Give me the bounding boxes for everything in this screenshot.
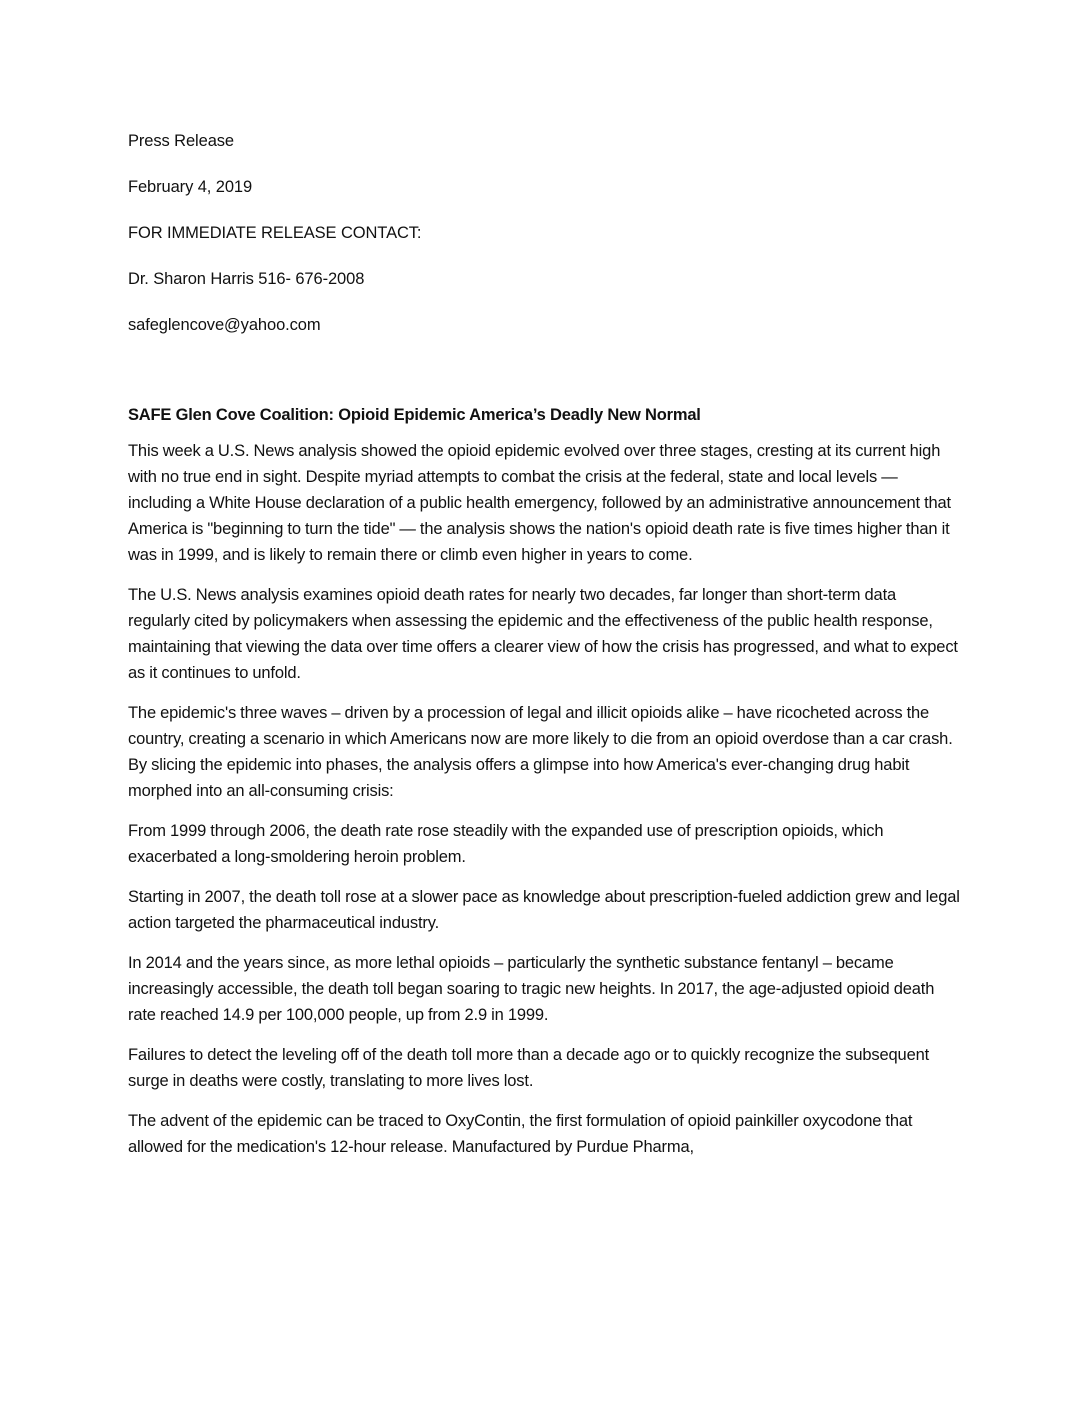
body-paragraph: Starting in 2007, the death toll rose at a slower pace as knowledge about prescription-fueled addiction grew and legal action targeted the pharmaceutical industry. (128, 888, 960, 932)
header-spacer (128, 358, 960, 402)
body-paragraph: Failures to detect the leveling off of the death toll more than a decade ago or to quickly recognize the subsequent surge in deaths were costly, translating to more lives lost. (128, 1046, 930, 1090)
press-release-label: Press Release (128, 132, 234, 150)
document-page (128, 128, 960, 1174)
body-paragraph: The epidemic's three waves – driven by a procession of legal and illicit opioids alike – have ricocheted across the country, creating a scenario in which Americans now are more likely to die from an opioid overdose than a car crash. By slicing the epidemic into phases, the analysis offers a glimpse into how America's ever-changing drug habit morphed into an all-consuming crisis: (128, 704, 953, 800)
body-paragraph: In 2014 and the years since, as more lethal opioids – particularly the synthetic substance fentanyl – became increasingly accessible, the death toll began soaring to tragic new heights. In 2017, the age-adjusted opioid death rate reached 14.9 per 100,000 people, up from 2.9 in 1999. (128, 954, 935, 1024)
contact-email: safeglencove@yahoo.com (128, 316, 321, 334)
release-contact-heading: FOR IMMEDIATE RELEASE CONTACT: (128, 224, 422, 242)
body-paragraph: This week a U.S. News analysis showed the opioid epidemic evolved over three stages, cresting at its current high with no true end in sight. Despite myriad attempts to combat the crisis at the federal, state and local levels — including a White House declaration of a public health emergency, followed by an administrative announcement that America is "beginning to turn the tide" — the analysis shows the nation's opioid death rate is five times higher than it was in 1999, and is likely to remain there or climb even higher in years to come. (128, 442, 951, 564)
body-paragraph: The U.S. News analysis examines opioid death rates for nearly two decades, far longer than short-term data regularly cited by policymakers when assessing the epidemic and the effectiveness of the public health response, maintaining that viewing the data over time offers a clearer view of how the crisis has progressed, and what to expect as it continues to unfold. (128, 586, 958, 682)
press-release-headline: SAFE Glen Cove Coalition: Opioid Epidemic America’s Deadly New Normal (128, 406, 701, 424)
contact-name-phone: Dr. Sharon Harris 516- 676-2008 (128, 270, 365, 288)
release-date: February 4, 2019 (128, 178, 253, 196)
body-paragraph: The advent of the epidemic can be traced to OxyContin, the first formulation of opioid painkiller oxycodone that allowed for the medication's 12-hour release. Manufactured by Purdue Pharma, (128, 1112, 913, 1156)
body-paragraph: From 1999 through 2006, the death rate rose steadily with the expanded use of prescription opioids, which exacerbated a long-smoldering heroin problem. (128, 822, 884, 866)
